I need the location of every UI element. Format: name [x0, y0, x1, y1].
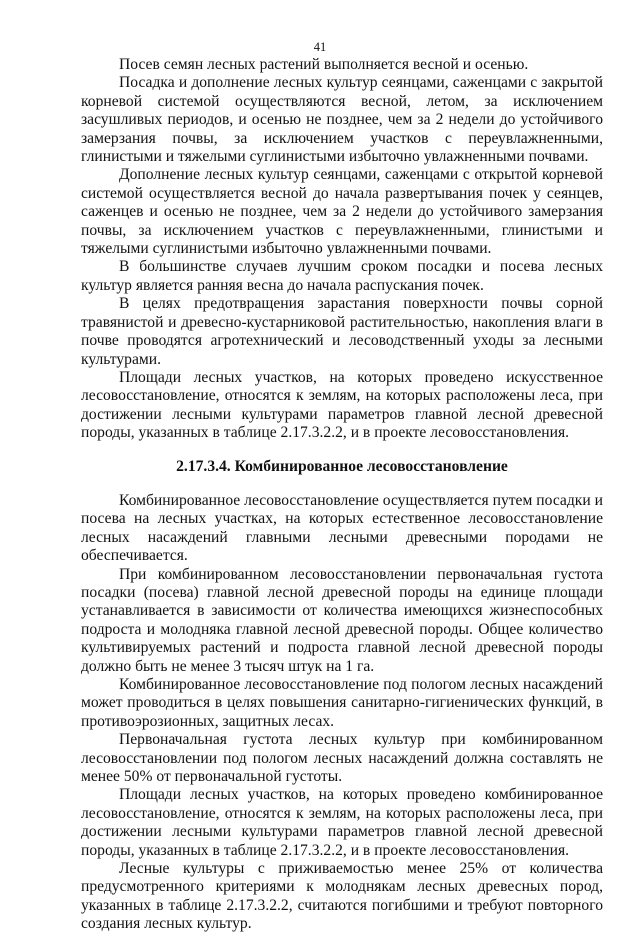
paragraph: Площади лесных участков, на которых проведено комбинированное лесовосстановление, относятся к землям, на которых расположены леса, при достижении лесными культурами параметров главной лесной древесной породы, указанных в таблице 2.17.3.2.2, и в проекте лесовосстановления.: [81, 786, 603, 859]
paragraph: Дополнение лесных культур сеянцами, саженцами с открытой корневой системой осуществляется весной до начала развертывания почек у сеянцев, саженцев и осенью не позднее, чем за 2 недели до устойчивого замерзания почвы, за исключением участков с переувлажненными, глинистыми и тяжелыми суглинистыми избыточно увлажненными почвами.: [81, 166, 603, 258]
paragraph: Первоначальная густота лесных культур при комбинированном лесовосстановлении под пологом лесных насаждений должна составлять не менее 50% от первоначальной густоты.: [81, 731, 603, 786]
paragraph: В целях предотвращения зарастания поверхности почвы сорной травянистой и древесно-кустарниковой растительностью, накопления влаги в почве проводятся агротехнический и лесоводственный уходы за лесными культурами.: [81, 295, 603, 368]
paragraph: Площади лесных участков, на которых проведено искусственное лесовосстановление, относятся к землям, на которых расположены леса, при достижении лесными культурами параметров главной лесной древесной породы, указанных в таблице 2.17.3.2.2, и в проекте лесовосстановления.: [81, 368, 603, 442]
paragraph: Комбинированное лесовосстановление под пологом лесных насаждений может проводиться в целях повышения санитарно-гигиенических функций, в противоэрозионных, защитных лесах.: [81, 676, 603, 730]
paragraph: В большинстве случаев лучшим сроком посадки и посева лесных культур является ранняя весна до начала распускания почек.: [81, 258, 603, 294]
paragraph: Посев семян лесных растений выполняется весной и осенью.: [119, 56, 529, 73]
document-body: [81, 56, 603, 934]
paragraph: При комбинированном лесовосстановлении первоначальная густота посадки (посева) главной лесной древесной породы на единице площади устанавливается в зависимости от количества имеющихся жизнеспособных подроста и молодняка главной лесной древесной породы. Общее количество культивируемых растений и подроста главной лесной древесной породы должно быть не менее 3 тысяч штук на 1 га.: [81, 565, 603, 675]
page-number: 41: [313, 40, 327, 54]
paragraph: Посадка и дополнение лесных культур сеянцами, саженцами с закрытой корневой системой осуществляются весной, летом, за исключением засушливых периодов, и осенью не позднее, чем за 2 недели до устойчивого замерзания почвы, за исключением участков с переувлажненными, глинистыми и тяжелыми суглинистыми избыточно увлажненными почвами.: [81, 74, 603, 166]
section-heading: 2.17.3.4. Комбинированное лесовосстановление: [176, 457, 508, 475]
paragraph: Лесные культуры с приживаемостью менее 25% от количества предусмотренного критериями к молоднякам лесных древесных пород, указанных в таблице 2.17.3.2.2, считаются погибшими и требуют повторного создания лесных культур.: [81, 860, 603, 933]
paragraph: Комбинированное лесовосстановление осуществляется путем посадки и посева на лесных участках, на которых естественное лесовосстановление лесных насаждений главными лесными древесными породами не обеспечивается.: [81, 491, 603, 565]
